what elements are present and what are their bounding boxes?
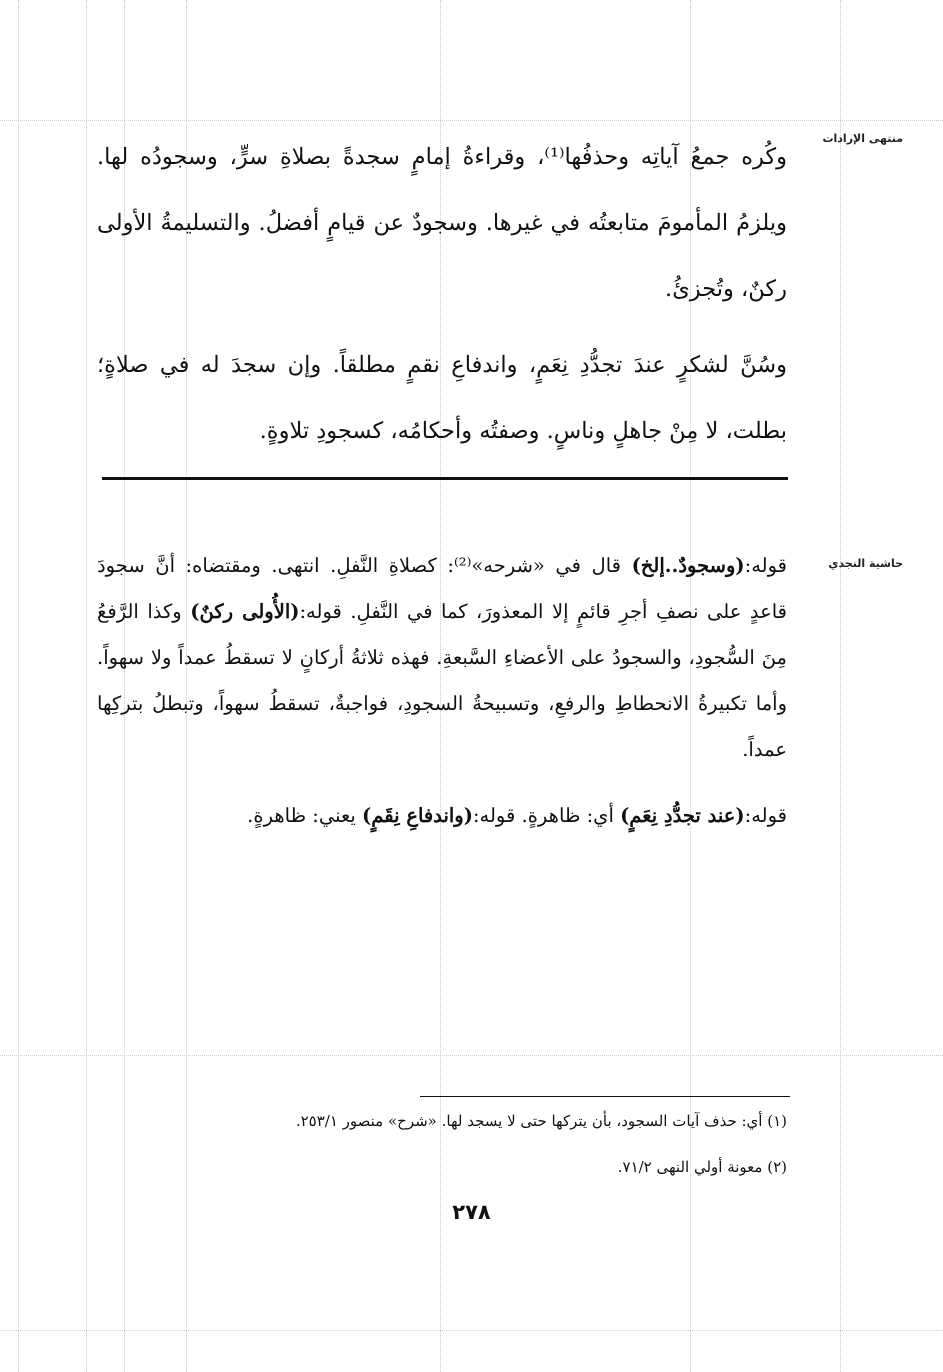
quoted-phrase: (الأُولى ركنٌ) bbox=[190, 600, 300, 623]
footnote: (١) أي: حذف آيات السجود، بأن يتركها حتى لا يسجد لها. «شرح» منصور ٢٥٣/١. bbox=[295, 1112, 787, 1130]
running-header-book: منتهى الإرادات bbox=[822, 132, 903, 145]
footnote-rule bbox=[420, 1096, 790, 1097]
quoted-phrase: (واندفاعِ نِقَمٍ) bbox=[362, 804, 473, 827]
commentary-paragraph: قوله:(وسجودٌ..إلخ) قال في «شرحه»⁽²⁾: كصلاةِ النَّفلِ. انتهى. ومقتضاه: أنَّ سجودَ قاعدٍ على نصفِ أجرِ قائمٍ إلا المعذورَ، كما في النَّفلِ. قوله:(الأُولى ركنٌ) وكذا الرَّفعُ مِنَ السُّجودِ، والسجودُ على الأعضاءِ السَّبعةِ. فهذه ثلاثةُ أركانٍ لا تسقطُ عمداً ولا سهواً. وأما تكبيرةُ الانحطاطِ والرفعِ، وتسبيحةُ السجودِ، فواجبةٌ، تسقطُ سهواً، وتبطلُ بتركِها عمداً. bbox=[97, 554, 788, 761]
scan-grid-line bbox=[18, 0, 19, 1372]
scan-grid-line bbox=[840, 0, 841, 1372]
quoted-phrase: (عند تجدُّدِ نِعَمٍ) bbox=[620, 804, 745, 827]
main-paragraph: وكُره جمعُ آياتِه وحذفُها⁽¹⁾، وقراءةُ إمامٍ سجدةً بصلاةِ سرٍّ، وسجودُه لها. ويلزمُ المأمومَ متابعتُه في غيرها. وسجودٌ عن قيامٍ أفضلُ. والتسليمةُ الأولى ركنٌ، وتُجزئُ. bbox=[97, 144, 787, 302]
page-number: ٢٧٨ bbox=[452, 1200, 491, 1224]
scan-grid-line bbox=[0, 1330, 943, 1331]
section-divider bbox=[102, 477, 788, 480]
footnotes bbox=[97, 1098, 787, 1190]
running-header-commentary: حاشية النجدي bbox=[828, 557, 903, 570]
commentary-text bbox=[97, 543, 787, 839]
scan-grid-line bbox=[0, 120, 943, 121]
main-text bbox=[97, 124, 787, 464]
scan-grid-line bbox=[86, 0, 87, 1372]
scan-grid-line bbox=[0, 1055, 943, 1056]
commentary-paragraph: قوله:(عند تجدُّدِ نِعَمٍ) أي: ظاهرةٍ. قوله:(واندفاعِ نِقَمٍ) يعني: ظاهرةٍ. bbox=[247, 804, 787, 827]
quoted-phrase: (وسجودٌ..إلخ) bbox=[631, 554, 745, 577]
main-paragraph: وسُنَّ لشكرٍ عندَ تجدُّدِ نِعَمٍ، واندفاعِ نقمٍ مطلقاً. وإن سجدَ له في صلاةٍ؛ بطلت، لا مِنْ جاهلٍ وناسٍ. وصفتُه وأحكامُه، كسجودِ تلاوةٍ. bbox=[97, 352, 787, 444]
footnote: (٢) معونة أولي النهى ٧١/٢. bbox=[617, 1158, 787, 1176]
